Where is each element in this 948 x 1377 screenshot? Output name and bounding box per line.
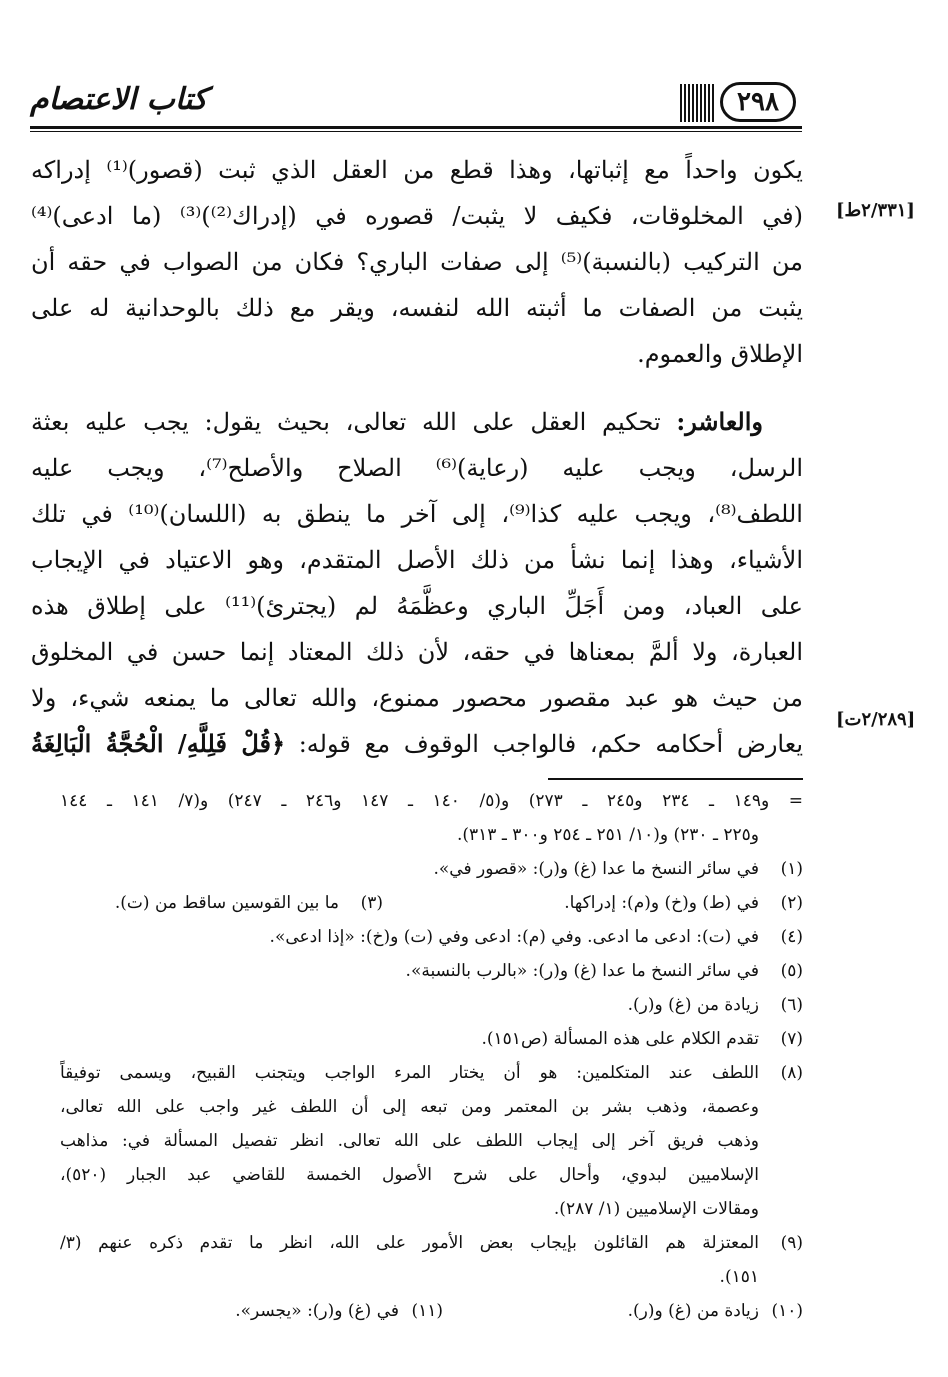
footnote-text: في سائر النسخ ما عدا (غ) و(ر): «قصور في». — [433, 859, 759, 879]
text-line: الرسل، ويجب عليه (رعاية)⁽⁶⁾ الصلاح والأصلح⁽⁷⁾، ويجب عليه — [31, 454, 803, 482]
paragraph-lead: والعاشر: — [676, 407, 763, 436]
footnote-text: زيادة من (غ) و(ر). — [627, 995, 759, 1015]
footnote-number: (٢) — [780, 893, 803, 913]
footnote — [115, 886, 383, 920]
footnote-number: (٩) — [780, 1233, 803, 1253]
footnote-number: (١٠) — [771, 1301, 803, 1321]
text-line — [31, 721, 803, 767]
footnote-text: ومقالات الإسلاميين (١/ ٢٨٧). — [553, 1199, 759, 1219]
text-line: (في المخلوقات، فكيف لا يثبت/ قصوره في (إدراك⁽²⁾)⁽³⁾ (ما ادعى)⁽⁴⁾ — [31, 202, 803, 230]
text-line: الأشياء، وهذا إنما نشأ من ذلك الأصل المتقدم، وهو الاعتياد في الإيجاب — [31, 546, 803, 574]
footnote-text: في سائر النسخ ما عدا (غ) و(ر): «بالرب بالنسبة». — [405, 961, 759, 981]
footnote-text: وعصمة، وذهب بشر بن المعتمر ومن تبعه إلى أن اللطف غير واجب على الله تعالى، — [60, 1097, 759, 1117]
text-line: العبارة، ولا ألمَّ بمعناها في حقه، لأن ذلك المعتاد إنما حسن في المخلوق — [31, 638, 803, 666]
footnote-rule — [548, 778, 803, 780]
footnote — [60, 1056, 803, 1090]
footnote-text: ١٥١). — [719, 1267, 759, 1287]
text-line: يثبت من الصفات ما أثبته الله لنفسه، ويقر مع ذلك بالوحدانية له على — [31, 294, 803, 322]
running-head-title: كتاب الاعتصام — [30, 82, 208, 117]
footnote — [443, 1294, 803, 1328]
footnote-text: اللطف عند المتكلمين: هو أن يختار المرء الواجب ويتجنب القبيح، ويسمى توفيقاً — [60, 1063, 759, 1083]
footnote-row — [60, 1294, 803, 1328]
text-line — [31, 399, 803, 445]
text-line: اللطف⁽⁸⁾، ويجب عليه كذا⁽⁹⁾، إلى آخر ما ينطق به (اللسان)⁽¹⁰⁾ في تلك — [31, 500, 803, 528]
footnote — [60, 852, 803, 886]
margin-note-manuscript-ref: [٢/٣٣١ط] — [836, 200, 915, 221]
footnote-number: (١) — [780, 859, 803, 879]
footnote-number: (٨) — [780, 1063, 803, 1083]
header-rule-thin — [30, 131, 802, 132]
footnote-row — [60, 886, 803, 920]
ornament-bars — [680, 84, 716, 122]
footnote-text: في (ت): ادعى ما ادعى. وفي (م): ادعى وفي (ت) و(خ): «إذا ادعى». — [269, 927, 759, 947]
footnote-text: ما بين القوسين ساقط من (ت). — [114, 893, 339, 913]
text-line: الإطلاق والعموم. — [637, 340, 803, 368]
text-line-content: يعارض أحكامه حكم، فالواجب الوقوف مع قوله: — [285, 730, 803, 758]
main-text — [31, 147, 803, 767]
footnote-number: (٣) — [360, 893, 383, 913]
text-line: من التركيب (بالنسبة)⁽⁵⁾ إلى صفات الباري؟ فكان من الصواب في حقه أن — [31, 248, 803, 276]
page-number: ٢٩٨ — [720, 82, 796, 122]
footnote — [60, 954, 803, 988]
footnote — [60, 1226, 803, 1260]
quran-quote: ﴿قُلْ فَلِلَّهِ/ الْحُجَّةُ الْبَالِغَةُ — [31, 729, 286, 758]
text-line-content: تحكيم العقل على الله تعالى، بحيث يقول: يجب عليه بعثة — [31, 408, 677, 436]
footnote-text: المعتزلة هم القائلون بإيجاب بعض الأمور على الله، انظر ما تقدم ذكره عنهم (٣/ — [60, 1233, 759, 1253]
header-rule — [30, 126, 802, 129]
footnotes — [60, 784, 803, 1328]
footnote — [235, 1294, 443, 1328]
footnote-text: في (ط) و(خ) و(م): إدراكها. — [564, 893, 759, 913]
footnote-number: (٤) — [780, 927, 803, 947]
page-number-ornament — [680, 80, 795, 124]
footnote-number: (٥) — [780, 961, 803, 981]
footnote-number: (٧) — [780, 1029, 803, 1049]
footnote-text: تقدم الكلام على هذه المسألة (ص١٥١). — [481, 1029, 759, 1049]
footnote — [60, 988, 803, 1022]
footnote-text: في (غ) و(ر): «يجسر». — [235, 1301, 399, 1321]
footnote-text: الإسلاميين لبدوي، وأحال على شرح الأصول الخمسة للقاضي عبد الجبار (٥٢٠)، — [60, 1165, 759, 1185]
footnote — [60, 1022, 803, 1056]
text-line: يكون واحداً مع إثباتها، وهذا قطع من العقل الذي ثبت (قصور)⁽¹⁾ إدراكه — [31, 156, 803, 184]
margin-note-manuscript-ref: [٢/٢٨٩ت] — [836, 709, 916, 730]
footnote-number: (١١) — [411, 1301, 443, 1321]
text-line: من حيث هو عبد مقصور محصور ممنوع، والله تعالى ما يمنعه شيء، ولا — [31, 684, 803, 712]
footnote — [60, 920, 803, 954]
text-line: على العباد، ومن أَجَلِّ الباري وعظَّمَهُ لم (يجترئ)⁽¹¹⁾ على إطلاق هذه — [31, 592, 803, 620]
footnote-continuation: و٢٢٥ ـ ٢٣٠) و(١٠/ ٢٥١ ـ ٢٥٤ و٣٠٠ ـ ٣١٣). — [456, 825, 759, 845]
footnote-text: وذهب فريق آخر إلى إيجاب اللطف على الله تعالى. انظر تفصيل المسألة في: مذاهب — [60, 1131, 759, 1151]
footnote-number: (٦) — [780, 995, 803, 1015]
footnote — [383, 886, 803, 920]
footnote-text: زيادة من (غ) و(ر). — [627, 1301, 759, 1321]
footnote-continuation: = و١٤٩ ـ ٢٣٤ و٢٤٥ ـ ٢٧٣) و(٥/ ١٤٠ ـ ١٤٧ و٢٤٦ ـ ٢٤٧) و(٧/ ١٤١ ـ ١٤٤ — [60, 791, 803, 811]
